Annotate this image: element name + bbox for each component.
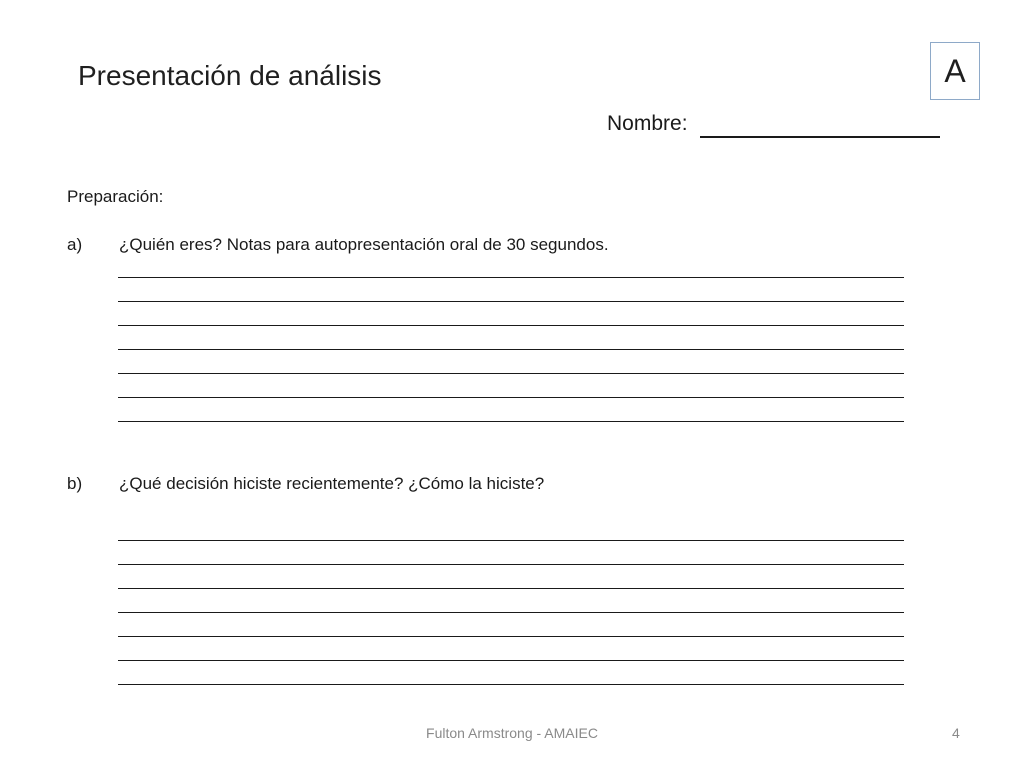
slide-title: Presentación de análisis bbox=[78, 60, 382, 91]
answer-line[interactable] bbox=[118, 565, 904, 589]
name-row bbox=[607, 110, 940, 138]
answer-line[interactable] bbox=[118, 398, 904, 422]
answer-line[interactable] bbox=[118, 326, 904, 350]
answer-line[interactable] bbox=[118, 661, 904, 685]
question-b-marker: b) bbox=[67, 474, 83, 493]
question-a-text: ¿Quién eres? Notas para autopresentación oral de 30 segundos. bbox=[119, 235, 609, 254]
preparation-label: Preparación: bbox=[67, 187, 164, 206]
answer-line[interactable] bbox=[118, 350, 904, 374]
question-b bbox=[67, 473, 544, 495]
answer-line[interactable] bbox=[118, 374, 904, 398]
footer-page-number: 4 bbox=[952, 725, 960, 741]
question-b-text: ¿Qué decisión hiciste recientemente? ¿Cómo la hiciste? bbox=[119, 474, 545, 493]
answer-lines-a[interactable] bbox=[118, 254, 904, 422]
answer-line[interactable] bbox=[118, 589, 904, 613]
answer-line[interactable] bbox=[118, 637, 904, 661]
answer-line[interactable] bbox=[118, 613, 904, 637]
answer-line[interactable] bbox=[118, 302, 904, 326]
footer-author: Fulton Armstrong - AMAIEC bbox=[426, 725, 598, 741]
answer-line[interactable] bbox=[118, 254, 904, 278]
question-a-marker: a) bbox=[67, 235, 83, 254]
version-box: A bbox=[930, 42, 980, 100]
answer-lines-b[interactable] bbox=[118, 517, 904, 685]
answer-line[interactable] bbox=[118, 278, 904, 302]
answer-line[interactable] bbox=[118, 517, 904, 541]
answer-line[interactable] bbox=[118, 541, 904, 565]
question-a bbox=[67, 234, 609, 256]
name-label: Nombre: bbox=[607, 112, 688, 135]
name-blank-line[interactable] bbox=[700, 114, 940, 138]
